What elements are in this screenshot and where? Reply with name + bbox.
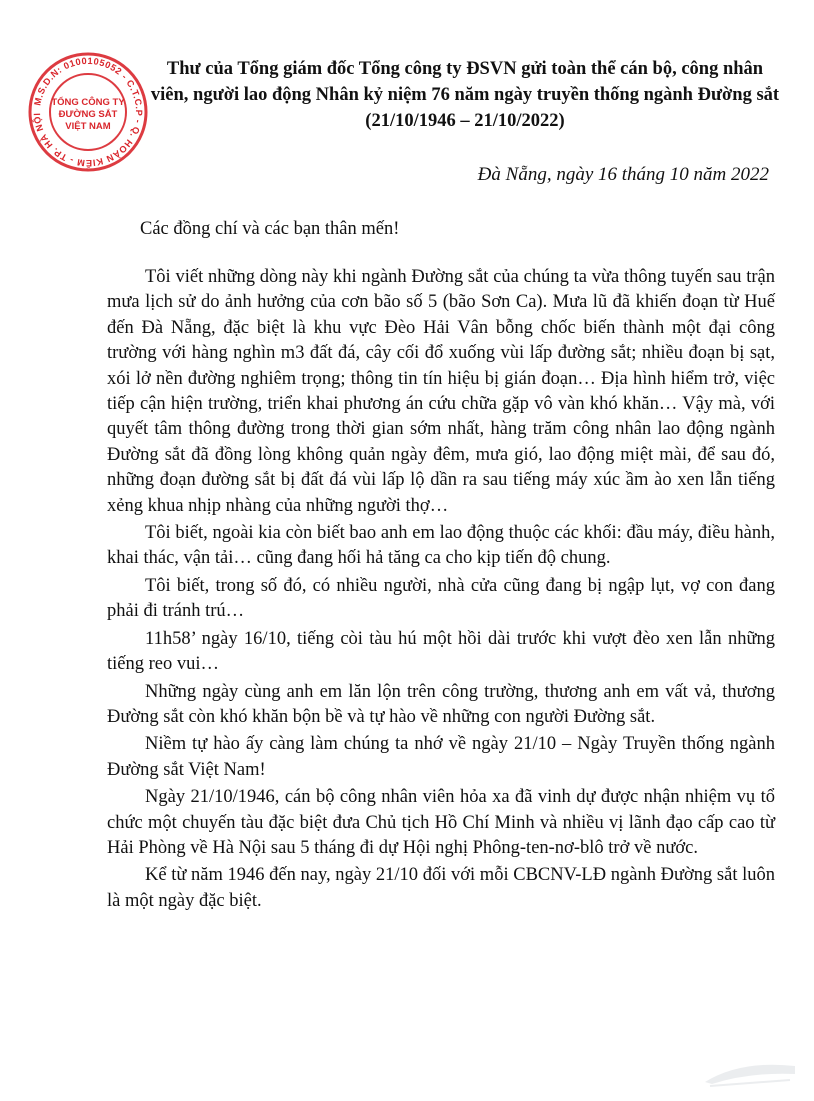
seal-outer-text: M.S.D.N: 0100105052 - C.T.C.P - Q. HOÀN KIẾM - TP. HÀ NỘI bbox=[31, 55, 145, 169]
paragraph: Niềm tự hào ấy càng làm chúng ta nhớ về ngày 21/10 – Ngày Truyền thống ngành Đường sắt Việt Nam! bbox=[107, 734, 775, 780]
letter-title bbox=[120, 56, 810, 134]
paragraph: Tôi viết những dòng này khi ngành Đường sắt của chúng ta vừa thông tuyến sau trận mưa lịch sử do ảnh hưởng của cơn bão số 5 (bão Sơn Ca). Mưa lũ đã khiến đoạn từ Huế đến Đà Nẵng, đặc biệt là khu vực Đèo Hải Vân bỗng chốc biến thành một đại công trường với hàng nghìn m3 đất đá, cây cối đổ xuống vùi lấp đường sắt; nhiều đoạn bị sạt, xói lở nền đường nghiêm trọng; thông tin tín hiệu bị gián đoạn… Địa hình hiểm trở, việc tiếp cận hiện trường, triển khai phương án cứu chữa gặp vô vàn khó khăn… Vậy mà, với quyết tâm thông đường trong thời gian sớm nhất, hàng trăm công nhân lao động ngành Đường sắt đã đồng lòng không quản ngày đêm, mưa gió, lao động miệt mài, để sau đó, những đoạn đường sắt bị đất đá vùi lấp lộ dần ra sau tiếng máy xúc ầm ào xen lẫn tiếng xẻng khua nhịp nhàng của những người thợ… bbox=[107, 267, 775, 516]
seal-inner-line1: TỔNG CÔNG TY bbox=[51, 97, 125, 108]
paragraph: Những ngày cùng anh em lăn lộn trên công trường, thương anh em vất vả, thương Đường sắt còn khó khăn bộn bề và tự hào về những con người Đường sắt. bbox=[107, 681, 775, 727]
paragraph: 11h58’ ngày 16/10, tiếng còi tàu hú một hồi dài trước khi vượt đèo xen lẫn những tiếng reo vui… bbox=[107, 628, 775, 675]
letter-body bbox=[107, 265, 775, 916]
paragraph: Ngày 21/10/1946, cán bộ công nhân viên hỏa xa đã vinh dự được nhận nhiệm vụ tổ chức một chuyến tàu đặc biệt đưa Chủ tịch Hồ Chí Minh và nhiều vị lãnh đạo cấp cao từ Hải Phòng về Hà Nội sau 5 tháng đi dự Hội nghị Phông-ten-nơ-blô trở về nước. bbox=[107, 787, 775, 858]
title-line-1: Thư của Tổng giám đốc Tổng công ty ĐSVN gửi toàn thể cán bộ, công nhân bbox=[166, 59, 764, 79]
salutation: Các đồng chí và các bạn thân mến! bbox=[140, 219, 400, 239]
train-watermark-icon bbox=[700, 1052, 800, 1092]
paragraph: Kể từ năm 1946 đến nay, ngày 21/10 đối với mỗi CBCNV-LĐ ngành Đường sắt luôn là một ngày đặc biệt. bbox=[107, 865, 775, 911]
seal-inner-line2: ĐƯỜNG SẮT bbox=[58, 109, 118, 120]
paragraph: Tôi biết, trong số đó, có nhiều người, nhà cửa cũng đang bị ngập lụt, vợ con đang phải đi tránh trú… bbox=[107, 575, 775, 622]
title-line-2: viên, người lao động Nhân kỷ niệm 76 năm ngày truyền thống ngành Đường sắt bbox=[150, 85, 780, 105]
paragraph: Tôi biết, ngoài kia còn biết bao anh em lao động thuộc các khối: đầu máy, điều hành, khai thác, vận tải… cũng đang hối hả tăng ca cho kịp tiến độ chung. bbox=[107, 523, 775, 569]
dateline: Đà Nẵng, ngày 16 tháng 10 năm 2022 bbox=[477, 164, 769, 185]
title-line-3: (21/10/1946 – 21/10/2022) bbox=[365, 111, 565, 131]
seal-inner-line3: VIỆT NAM bbox=[65, 121, 111, 132]
